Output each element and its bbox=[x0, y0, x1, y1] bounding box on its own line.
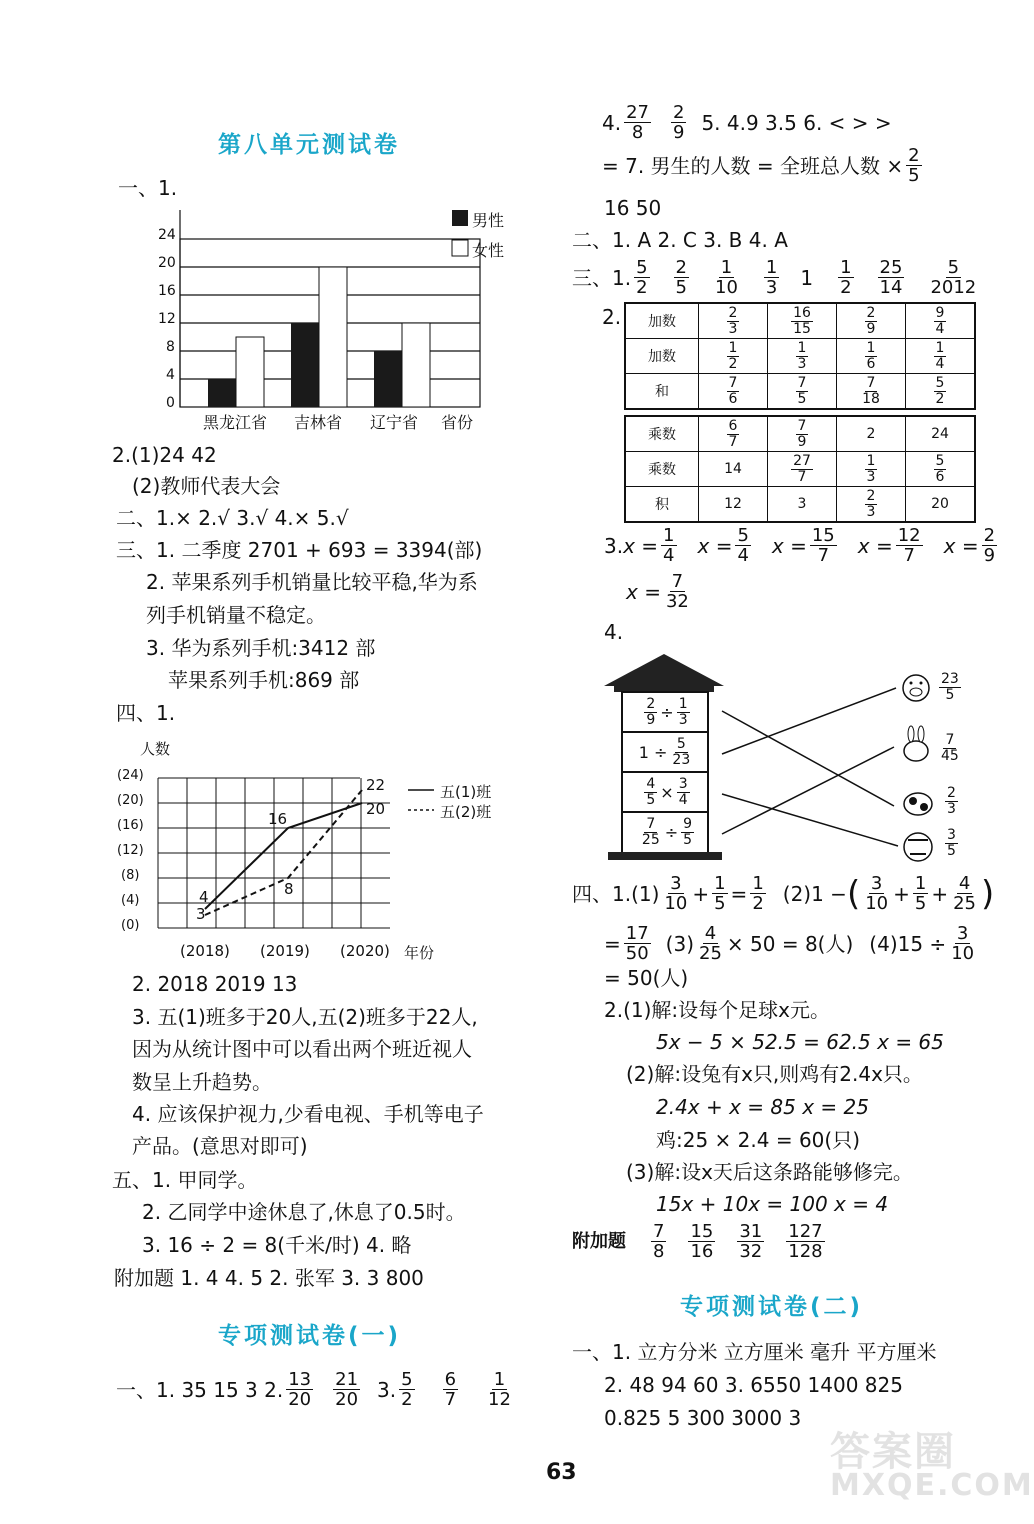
denominator: 14 bbox=[879, 277, 903, 298]
q4-1-line1: 四、1.(1) $\frac{3}{10}$ + $\frac{1}{5}$ = $\frac{1}{2}$ (2)1 − ( $\frac{3}{10}$ + $\frac{1}{5}$ + $\frac{4}{25}$ ) bbox=[572, 873, 995, 914]
q4-2-1b: 5x − 5 × 52.5 = 62.5 x = 65 bbox=[656, 1030, 944, 1054]
house-row-3: $\frac{4}{5}$ × $\frac{3}{4}$ bbox=[646, 775, 688, 808]
cell: $\frac{2}{3}$ bbox=[837, 487, 906, 523]
row-head: 和 bbox=[625, 374, 699, 410]
cell: 2 bbox=[837, 416, 906, 452]
numerator: 2 bbox=[908, 145, 920, 166]
cell: $\frac{2}{9}$ bbox=[837, 303, 906, 339]
numerator: 1 bbox=[493, 1369, 506, 1390]
x-tick-liaoning: 辽宁省 bbox=[370, 413, 419, 432]
r1-frac-2 bbox=[671, 103, 686, 142]
cell: 20 bbox=[906, 487, 976, 523]
q4-2-2c: 鸡:25 × 2.4 = 60(只) bbox=[656, 1128, 860, 1152]
s1-frac-1 bbox=[286, 1370, 313, 1409]
denominator: 9 bbox=[673, 122, 685, 143]
cell: $\frac{7}{9}$ bbox=[768, 416, 837, 452]
numerator: 25 bbox=[879, 257, 903, 278]
x-eq: x = bbox=[857, 533, 893, 558]
cell: $\frac{1}{3}$ bbox=[768, 339, 837, 374]
numerator: 1 bbox=[840, 257, 852, 278]
denominator: 20 bbox=[288, 1389, 312, 1410]
numerator: 5 bbox=[947, 257, 960, 278]
q4-1-line3: = 50(人) bbox=[604, 966, 689, 990]
q3-3a: 3. 华为系列手机:3412 部 bbox=[146, 636, 376, 660]
special1-title: 专项测试卷(一) bbox=[218, 1323, 402, 1349]
house-row-4: $\frac{7}{25}$ ÷ $\frac{9}{5}$ bbox=[641, 815, 693, 848]
match-line-2 bbox=[722, 688, 896, 754]
cell: $\frac{1}{4}$ bbox=[906, 339, 976, 374]
q1-2b: (2)教师代表大会 bbox=[132, 474, 281, 498]
legend-female: 女性 bbox=[472, 241, 505, 260]
numerator: 2 bbox=[673, 102, 685, 123]
bar-heilongjiang-male bbox=[208, 379, 236, 407]
y-tick-0: 0 bbox=[166, 395, 175, 411]
lx-tick-2020: (2020) bbox=[340, 942, 390, 960]
legend-male-swatch bbox=[452, 210, 468, 226]
ly-tick-8: (8) bbox=[121, 868, 140, 883]
denominator: 2 bbox=[840, 277, 852, 298]
x-val-2: $\frac{5}{4}$ bbox=[737, 525, 749, 566]
special2-l2: 2. 48 94 60 3. 6550 1400 825 bbox=[604, 1373, 903, 1397]
y-tick-4: 4 bbox=[166, 367, 175, 383]
special1-q1-3: 3. bbox=[377, 1377, 397, 1402]
q4-2: 2. 2018 2019 13 bbox=[132, 972, 298, 996]
table-row bbox=[625, 416, 975, 452]
bar-jilin-female bbox=[319, 267, 347, 407]
animal-value-3: $\frac{2}{3}$ bbox=[947, 785, 956, 817]
right-line-2 bbox=[602, 146, 925, 185]
table-row bbox=[625, 374, 975, 410]
denominator: 7 bbox=[444, 1389, 457, 1410]
q4-1-line2: = $\frac{17}{50}$ (3) $\frac{4}{25}$ × 50 = 8(人) (4)15 ÷ $\frac{3}{10}$ bbox=[604, 923, 975, 964]
q4-2-3b: 15x + 10x = 100 x = 4 bbox=[656, 1192, 889, 1216]
x-val-6: $\frac{7}{32}$ bbox=[665, 571, 689, 612]
label-4: 4 bbox=[199, 888, 209, 906]
y-tick-24: 24 bbox=[158, 227, 176, 243]
lx-tick-2019: (2019) bbox=[260, 942, 310, 960]
unit8-title: 第八单元测试卷 bbox=[218, 132, 400, 158]
row-head: 积 bbox=[625, 487, 699, 523]
q3-1-frac-3 bbox=[713, 258, 740, 297]
label-16: 16 bbox=[268, 810, 288, 828]
label-20: 20 bbox=[366, 800, 386, 818]
tiger-icon bbox=[904, 833, 932, 861]
x-eq: x = bbox=[943, 533, 979, 558]
house-row-1: $\frac{2}{9}$ ÷ $\frac{1}{3}$ bbox=[646, 695, 688, 728]
rabbit-icon bbox=[904, 726, 928, 761]
label-22: 22 bbox=[366, 776, 386, 794]
q4-1-label: 四、1. bbox=[116, 701, 176, 725]
animal-value-4: $\frac{3}{5}$ bbox=[947, 827, 956, 859]
r2-text: = 7. 男生的人数 = 全班总人数 × bbox=[602, 153, 904, 178]
ly-tick-20: (20) bbox=[117, 793, 144, 808]
ly-tick-24: (24) bbox=[117, 768, 144, 783]
x-val-3: $\frac{15}{7}$ bbox=[811, 525, 835, 566]
q3-1: 三、1. 二季度 2701 + 693 = 3394(部) bbox=[116, 538, 483, 562]
house-row-2: 1 ÷ $\frac{5}{23}$ bbox=[638, 735, 691, 768]
q3-1-frac-7 bbox=[878, 258, 905, 297]
x-eq: x = bbox=[697, 533, 733, 558]
op: × bbox=[660, 782, 674, 802]
y-tick-20: 20 bbox=[158, 255, 176, 271]
unit8-extra: 附加题 1. 4 4. 5 2. 张军 3. 3 800 bbox=[114, 1266, 424, 1290]
q4-4b: 产品。(意思对即可) bbox=[132, 1134, 308, 1158]
legend-male: 男性 bbox=[472, 211, 505, 230]
page-number: 63 bbox=[546, 1460, 577, 1485]
q4-4a: 4. 应该保护视力,少看电视、手机等电子 bbox=[132, 1102, 484, 1126]
q3-2-label: 2. bbox=[602, 305, 622, 329]
row-head: 乘数 bbox=[625, 452, 699, 487]
multiplication-table bbox=[624, 415, 976, 523]
denominator: 2012 bbox=[930, 277, 977, 298]
pig-icon bbox=[903, 675, 929, 701]
right-q3-1 bbox=[572, 258, 981, 297]
right-extra: 附加题 $\frac{7}{8}$ $\frac{15}{16}$ $\frac{31}{32}$ $\frac{127}{128}$ bbox=[572, 1221, 823, 1262]
q1-2a: 2.(1)24 42 bbox=[112, 443, 217, 467]
right-line-1 bbox=[602, 103, 892, 142]
q4-3c: 数呈上升趋势。 bbox=[132, 1070, 272, 1094]
numerator: 13 bbox=[288, 1369, 312, 1390]
cell: 14 bbox=[699, 452, 768, 487]
numerator: 5 bbox=[636, 257, 648, 278]
addition-table bbox=[624, 302, 976, 410]
line-chart-ylabel: 人数 bbox=[140, 740, 171, 758]
special1-q1-start: 一、1. 35 15 3 2. bbox=[116, 1377, 284, 1402]
bar-liaoning-female bbox=[402, 323, 430, 407]
q4-2-3: (3)解:设x天后这条路能够修完。 bbox=[626, 1160, 913, 1184]
q3-4-label: 4. bbox=[604, 620, 624, 644]
q4-2-2: (2)解:设兔有x只,则鸡有2.4x只。 bbox=[626, 1062, 923, 1086]
legend-female-swatch bbox=[452, 240, 468, 256]
s1-frac-2 bbox=[333, 1370, 360, 1409]
q3-1-frac-4 bbox=[764, 258, 779, 297]
special1-q1 bbox=[116, 1370, 516, 1409]
denominator: 10 bbox=[715, 277, 738, 298]
op: ÷ bbox=[660, 702, 674, 722]
cell: 3 bbox=[768, 487, 837, 523]
denominator: 8 bbox=[631, 122, 644, 143]
q3-3-line bbox=[604, 526, 1000, 565]
q1-1-label: 一、1. bbox=[118, 176, 178, 200]
x-eq: x = bbox=[626, 579, 661, 604]
denominator: 3 bbox=[765, 277, 778, 298]
ly-tick-16: (16) bbox=[117, 818, 144, 833]
cell: $\frac{7}{18}$ bbox=[837, 374, 906, 410]
right-line-3: 16 50 bbox=[604, 196, 662, 220]
cell: $\frac{1}{6}$ bbox=[837, 339, 906, 374]
cell: 24 bbox=[906, 416, 976, 452]
q3-1-frac-8 bbox=[928, 258, 978, 297]
x-eq: x = bbox=[771, 533, 807, 558]
q5-1: 五、1. 甲同学。 bbox=[112, 1168, 258, 1192]
denominator: 5 bbox=[908, 165, 920, 186]
denominator: 12 bbox=[488, 1389, 511, 1410]
lx-tick-2018: (2018) bbox=[180, 942, 230, 960]
bar-liaoning-male bbox=[374, 351, 402, 407]
cell: $\frac{6}{7}$ bbox=[699, 416, 768, 452]
cell: $\frac{9}{4}$ bbox=[906, 303, 976, 339]
table-row bbox=[625, 487, 975, 523]
legend-5-1: 五(1)班 bbox=[440, 783, 492, 801]
s1-frac-3 bbox=[399, 1370, 414, 1409]
denominator: 20 bbox=[335, 1389, 359, 1410]
q3-3-line2 bbox=[626, 572, 694, 611]
x-val-5: $\frac{2}{9}$ bbox=[983, 525, 996, 566]
table-row bbox=[625, 339, 975, 374]
match-line-4 bbox=[722, 747, 894, 834]
q5-2: 2. 乙同学中途休息了,休息了0.5时。 bbox=[142, 1200, 466, 1224]
q4-2-1: 2.(1)解:设每个足球x元。 bbox=[604, 998, 830, 1022]
y-tick-12: 12 bbox=[158, 311, 176, 327]
numerator: 2 bbox=[675, 257, 687, 278]
q4-3b: 因为从统计图中可以看出两个班近视人 bbox=[132, 1037, 472, 1061]
y-tick-16: 16 bbox=[158, 283, 176, 299]
animal-value-1: $\frac{23}{5}$ bbox=[941, 671, 959, 703]
cell: 12 bbox=[699, 487, 768, 523]
lx-unit: 年份 bbox=[404, 944, 435, 962]
special2-l1: 一、1. 立方分米 立方厘米 毫升 平方厘米 bbox=[572, 1340, 937, 1364]
x-tick-jilin: 吉林省 bbox=[294, 413, 343, 432]
x-axis-unit: 省份 bbox=[441, 413, 474, 432]
match-line-1 bbox=[722, 711, 894, 806]
q3-1-value-1: 1 bbox=[800, 265, 814, 290]
bar-jilin-male bbox=[291, 323, 319, 407]
label-8: 8 bbox=[284, 880, 294, 898]
q3-1-frac-2 bbox=[674, 258, 689, 297]
cell: $\frac{2}{3}$ bbox=[699, 303, 768, 339]
q4-2-2b: 2.4x + x = 85 x = 25 bbox=[656, 1095, 869, 1119]
r1-frac-1 bbox=[624, 103, 651, 142]
cell: $\frac{27}{7}$ bbox=[768, 452, 837, 487]
numerator: 21 bbox=[335, 1369, 359, 1390]
q3-1-frac-6 bbox=[838, 258, 853, 297]
table-row bbox=[625, 303, 975, 339]
ly-tick-0: (0) bbox=[121, 918, 140, 933]
cell: $\frac{5}{2}$ bbox=[906, 374, 976, 410]
denominator: 5 bbox=[675, 277, 687, 298]
special2-l3: 0.825 5 300 3000 3 bbox=[604, 1406, 802, 1430]
numerator: 1 bbox=[765, 257, 778, 278]
q3-2b: 列手机销量不稳定。 bbox=[146, 603, 326, 627]
legend-5-2: 五(2)班 bbox=[440, 803, 492, 821]
q4-3a: 3. 五(1)班多于20人,五(2)班多于22人, bbox=[132, 1005, 478, 1029]
house-roof bbox=[604, 654, 724, 686]
numerator: 27 bbox=[626, 102, 649, 123]
right-q2: 二、1. A 2. C 3. B 4. A bbox=[572, 228, 788, 252]
denominator: 2 bbox=[636, 277, 648, 298]
cell: $\frac{16}{15}$ bbox=[768, 303, 837, 339]
table-row bbox=[625, 452, 975, 487]
cell: $\frac{1}{2}$ bbox=[699, 339, 768, 374]
q3-1-label: 三、1. bbox=[572, 265, 632, 290]
special2-title: 专项测试卷(二) bbox=[680, 1294, 864, 1320]
x-val-4: $\frac{12}{7}$ bbox=[897, 525, 921, 566]
cow-icon bbox=[904, 793, 932, 815]
s1-frac-4 bbox=[443, 1370, 458, 1409]
cell: $\frac{7}{5}$ bbox=[768, 374, 837, 410]
house-base bbox=[608, 852, 722, 860]
denominator: 2 bbox=[401, 1389, 413, 1410]
q3-3b: 苹果系列手机:869 部 bbox=[168, 668, 360, 692]
numerator: 5 bbox=[401, 1369, 413, 1390]
row-head: 加数 bbox=[625, 303, 699, 339]
q3-3-label: 3. bbox=[604, 533, 624, 558]
row-head: 加数 bbox=[625, 339, 699, 374]
s1-frac-5 bbox=[486, 1370, 513, 1409]
r1-pre: 4. bbox=[602, 110, 622, 135]
op: ÷ bbox=[664, 822, 679, 842]
q5-3: 3. 16 ÷ 2 = 8(千米/时) 4. 略 bbox=[142, 1233, 412, 1257]
q3-1-frac-1 bbox=[634, 258, 649, 297]
numerator: 1 bbox=[720, 257, 733, 278]
row-head: 乘数 bbox=[625, 416, 699, 452]
watermark-logo: 答案圈 bbox=[830, 1429, 956, 1475]
r1-rest: 5. 4.9 3.5 6. < > > bbox=[701, 110, 892, 135]
ly-tick-4: (4) bbox=[121, 893, 140, 908]
label-3: 3 bbox=[196, 905, 206, 923]
watermark-url: MXQE.COM bbox=[830, 1468, 1034, 1503]
q3-2a: 2. 苹果系列手机销量比较平稳,华为系 bbox=[146, 570, 478, 594]
x-tick-heilongjiang: 黑龙江省 bbox=[203, 413, 268, 432]
y-tick-8: 8 bbox=[166, 339, 175, 355]
r2-frac bbox=[906, 146, 921, 185]
animal-value-2: $\frac{7}{45}$ bbox=[941, 732, 959, 764]
numerator: 6 bbox=[444, 1369, 457, 1390]
q2-answers: 二、1.× 2.√ 3.√ 4.× 5.√ bbox=[116, 506, 349, 530]
x-eq: x = bbox=[623, 533, 659, 558]
cell: $\frac{5}{6}$ bbox=[906, 452, 976, 487]
cell: $\frac{1}{3}$ bbox=[837, 452, 906, 487]
cell: $\frac{7}{6}$ bbox=[699, 374, 768, 410]
x-val-1: $\frac{1}{4}$ bbox=[663, 525, 675, 566]
op: ÷ bbox=[654, 742, 668, 762]
ly-tick-12: (12) bbox=[117, 843, 144, 858]
bar-heilongjiang-female bbox=[236, 337, 264, 407]
